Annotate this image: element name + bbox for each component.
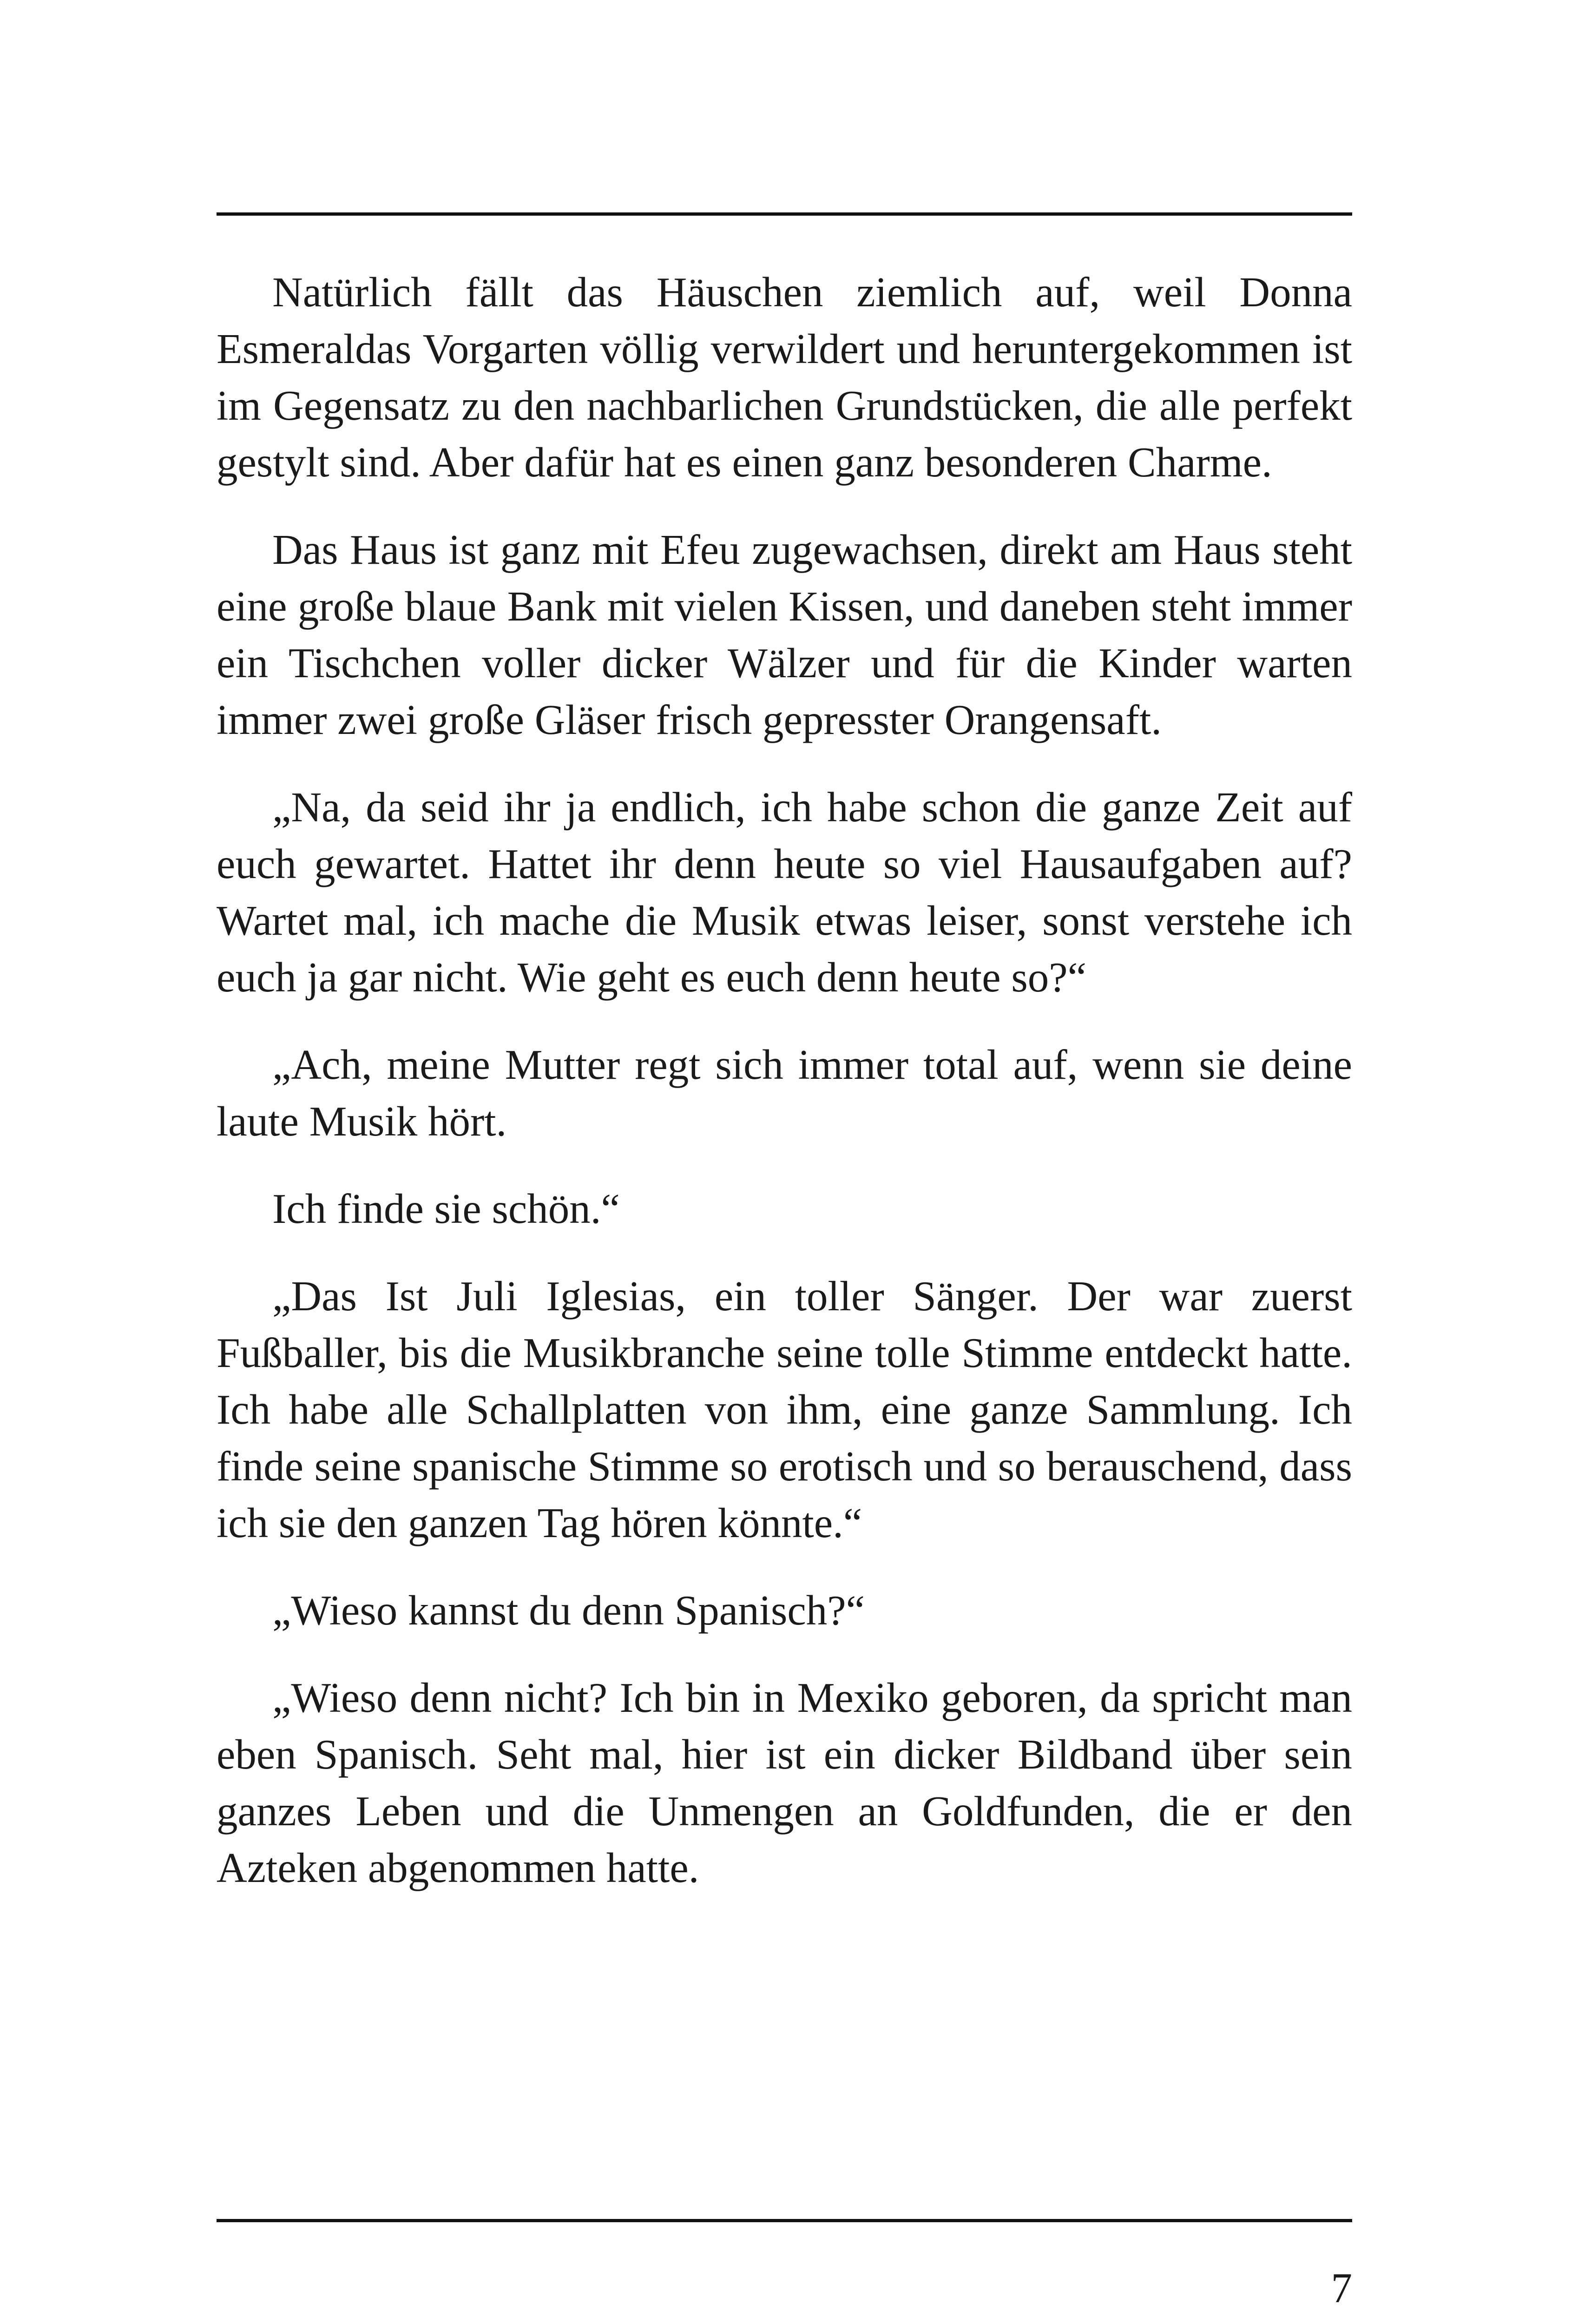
paragraph: Natürlich fällt das Häuschen ziemlich auf, weil Donna Esmeraldas Vorgarten völlig verwildert und heruntergekommen ist im Gegensatz zu den nachbarlichen Grundstücken, die alle perfekt gestylt sind. Aber dafür hat es einen ganz besonderen Charme. — [217, 269, 1352, 486]
header-rule — [217, 212, 1352, 216]
footer-rule — [217, 2219, 1352, 2222]
page-number: 7 — [1331, 2265, 1352, 2311]
body-text — [217, 264, 1352, 1927]
paragraph: Das Haus ist ganz mit Efeu zugewachsen, direkt am Haus steht eine große blaue Bank mit vielen Kissen, und daneben steht immer ein Tischchen voller dicker Wälzer und für die Kinder warten immer zwei große Gläser frisch gepresster Orangensaft. — [217, 526, 1352, 743]
paragraph: „Wieso kannst du denn Spanisch?“ — [272, 1587, 865, 1634]
paragraph: „Ach, meine Mutter regt sich immer total auf, wenn sie deine laute Musik hört. — [217, 1041, 1352, 1145]
paragraph: „Wieso denn nicht? Ich bin in Mexiko geboren, da spricht man eben Spanisch. Seht mal, hier ist ein dicker Bildband über sein ganzes Leben und die Unmengen an Goldfunden, die er den Azteken abgenommen hatte. — [217, 1674, 1352, 1891]
paragraph: Ich finde sie schön.“ — [272, 1185, 620, 1232]
paragraph: „Das Ist Juli Iglesias, ein toller Sänger. Der war zuerst Fußballer, bis die Musikbranche seine tolle Stimme entdeckt hatte. Ich habe alle Schallplatten von ihm, eine ganze Sammlung. Ich finde seine spanische Stimme so erotisch und so berauschend, dass ich sie den ganzen Tag hören könnte.“ — [217, 1273, 1352, 1546]
paragraph: „Na, da seid ihr ja endlich, ich habe schon die ganze Zeit auf euch gewartet. Hattet ihr denn heute so viel Hausaufgaben auf? Wartet mal, ich mache die Musik etwas leiser, sonst verstehe ich euch ja gar nicht. Wie geht es euch denn heute so?“ — [217, 784, 1352, 1001]
